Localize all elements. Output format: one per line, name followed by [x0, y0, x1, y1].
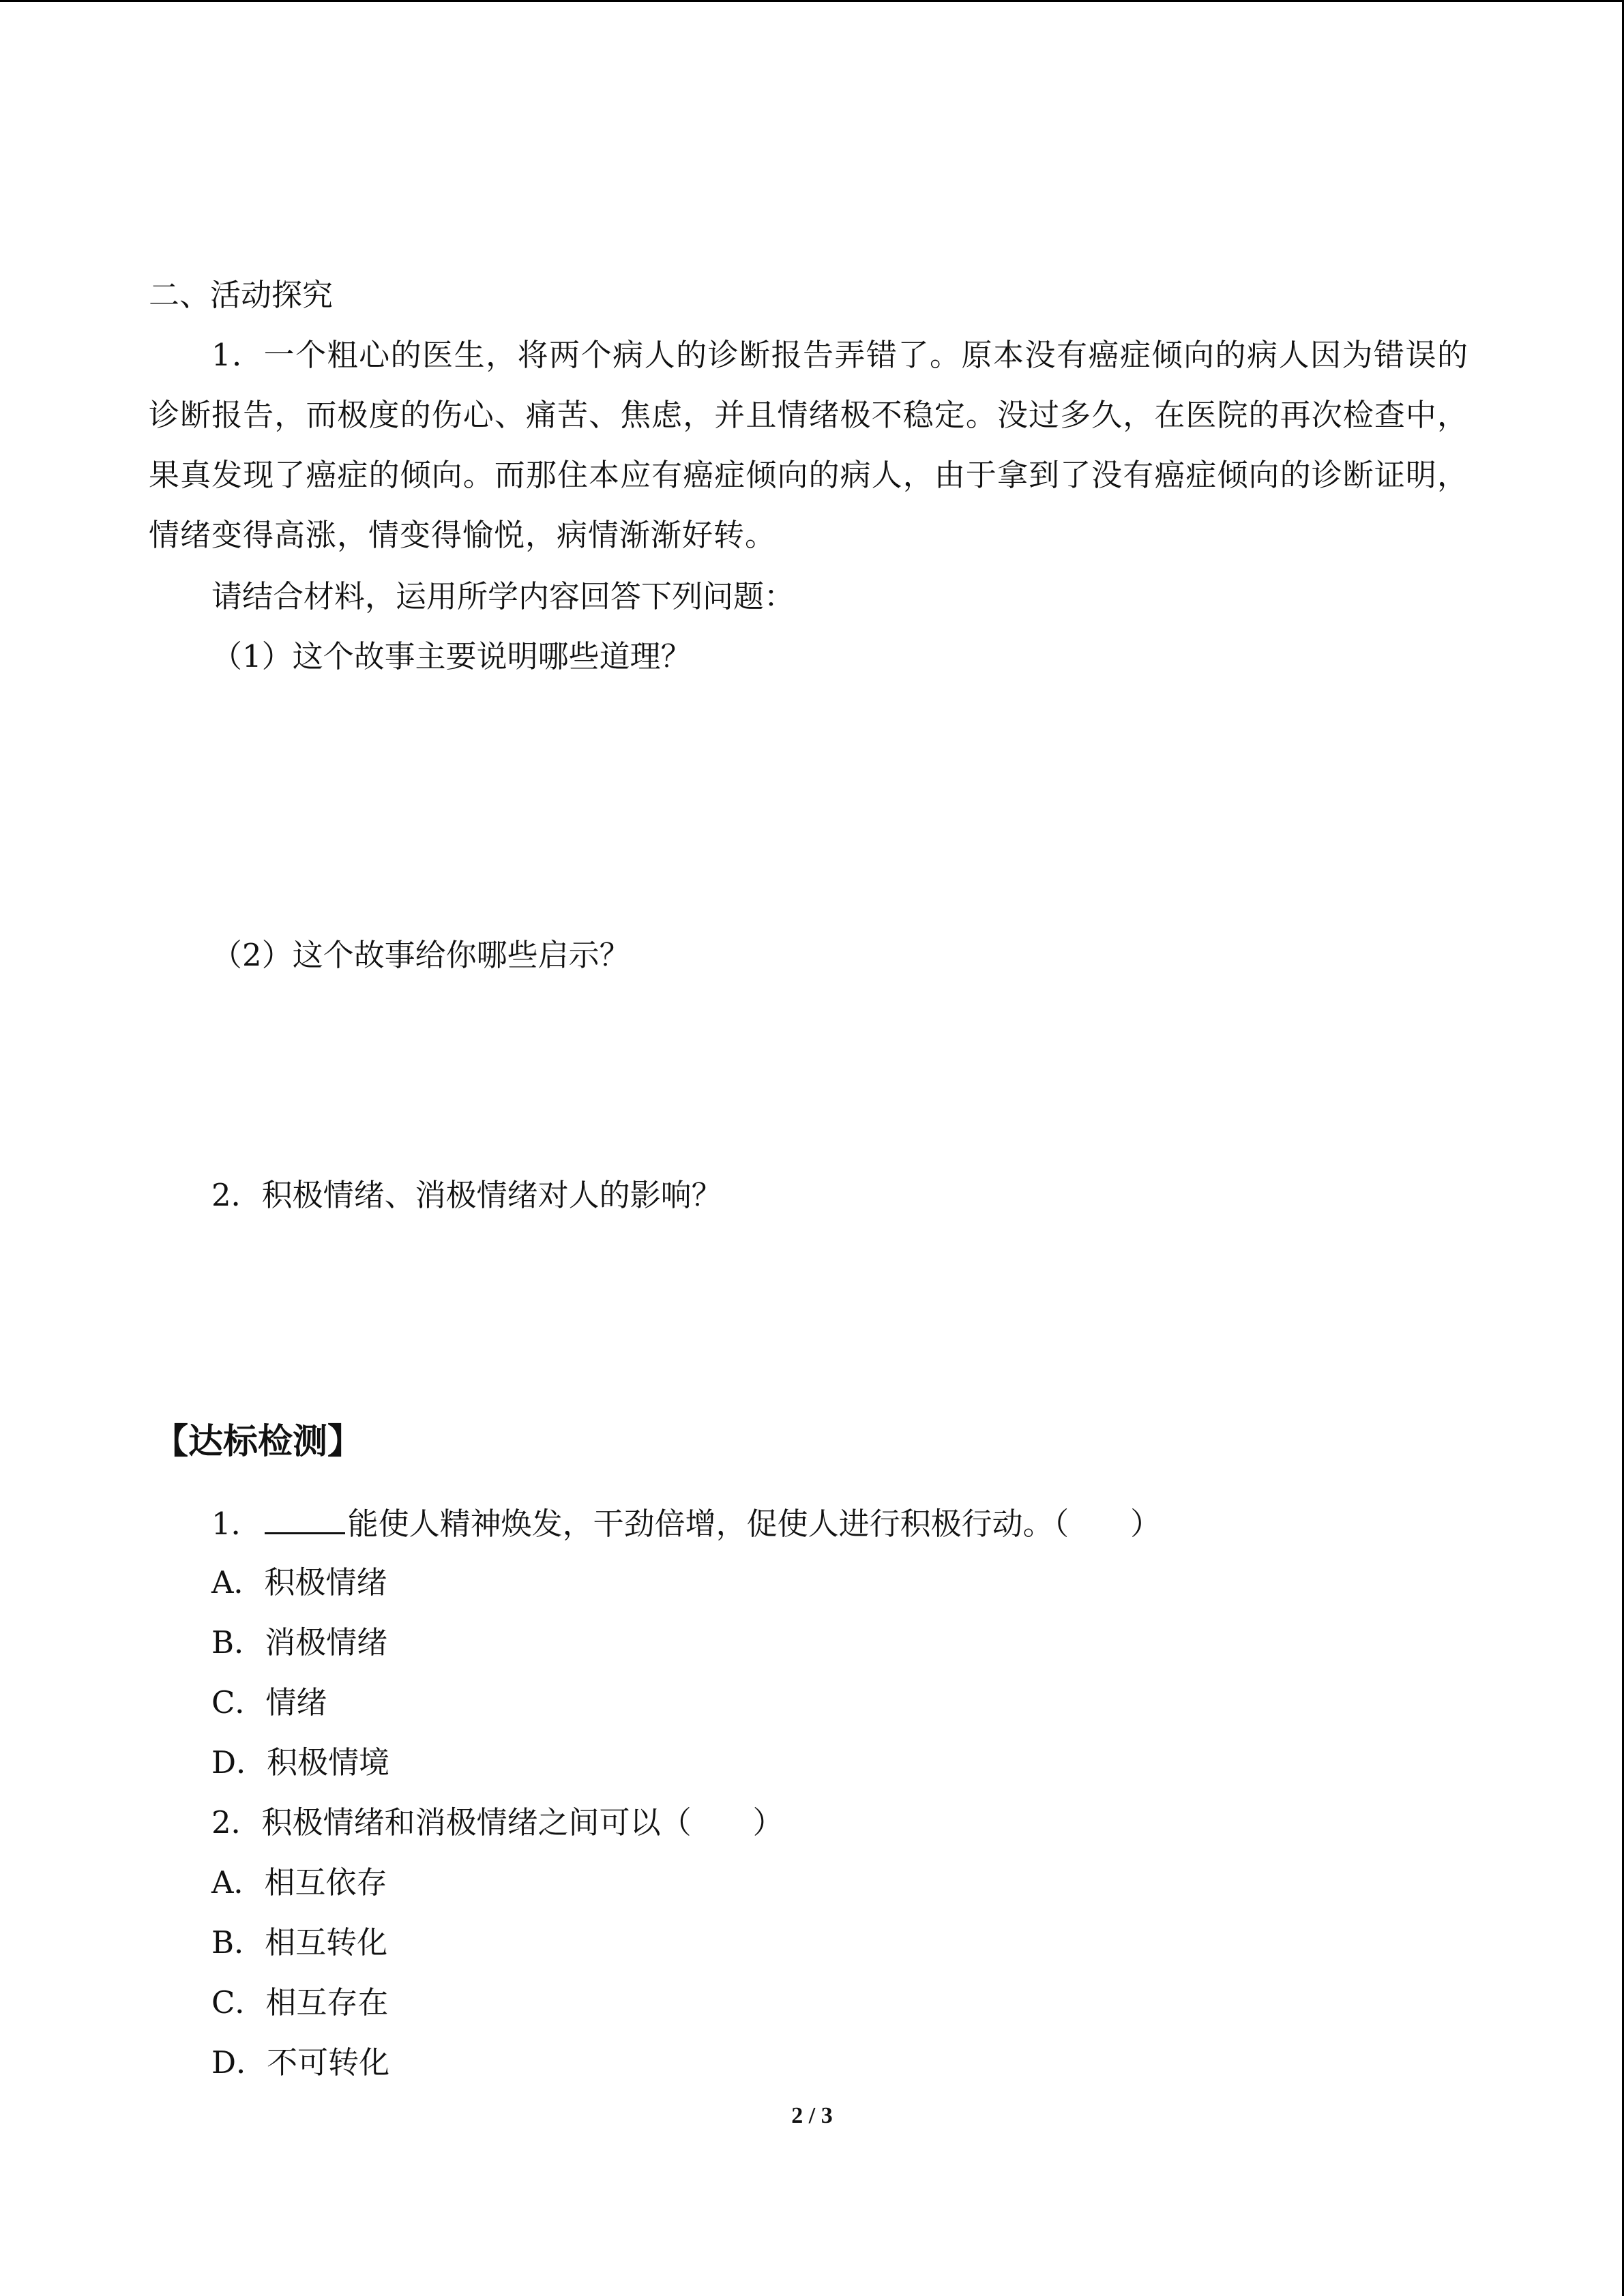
- question-2: 2．积极情绪、消极情绪对人的影响？: [211, 1177, 722, 1213]
- q2-option-c: C．相互存在: [211, 1984, 389, 2021]
- test-question-1: [211, 1502, 1161, 1545]
- sub-question-1: （1）这个故事主要说明哪些道理？: [211, 638, 692, 674]
- test-question-1-close: ）: [1130, 1506, 1162, 1542]
- page-number: 2 / 3: [791, 2103, 833, 2128]
- test-question-1-text: 能使人精神焕发，干劲倍增，促使人进行积极行动。（: [347, 1506, 1069, 1542]
- q1-option-b: B．消极情绪: [211, 1624, 388, 1660]
- q1-option-c: C．情绪: [211, 1684, 327, 1720]
- sub-question-2: （2）这个故事给你哪些启示？: [211, 937, 630, 973]
- q2-option-b: B．相互转化: [211, 1924, 388, 1960]
- instruction-text: 请结合材料，运用所学内容回答下列问题：: [211, 578, 795, 614]
- q1-option-d: D．积极情境: [211, 1744, 390, 1780]
- section-activity-title: 二、活动探究: [149, 277, 334, 313]
- section-test-title: 【达标检测】: [153, 1422, 363, 1462]
- q2-option-a: A．相互依存: [211, 1864, 387, 1900]
- material-paragraph: 1．一个粗心的医生，将两个病人的诊断报告弄错了。原本没有癌症倾向的病人因为错误的诊断报告，而极度的伤心、痛苦、焦虑，并且情绪极不稳定。没过多久，在医院的再次检查中，果真发现了癌症的倾向。而那住本应有癌症倾向的病人，由于拿到了没有癌症倾向的诊断证明，情绪变得高涨，情变得愉悦，病情渐渐好转。: [149, 337, 1468, 553]
- fill-in-blank[interactable]: [265, 1502, 345, 1534]
- q1-option-a: A．积极情绪: [211, 1564, 387, 1600]
- test-question-1-number: 1．: [211, 1506, 262, 1542]
- q2-option-d: D．不可转化: [211, 2044, 390, 2081]
- test-question-2-close: ）: [752, 1804, 784, 1840]
- test-question-2-text: 2．积极情绪和消极情绪之间可以（: [211, 1804, 692, 1840]
- test-question-2: [211, 1802, 784, 1843]
